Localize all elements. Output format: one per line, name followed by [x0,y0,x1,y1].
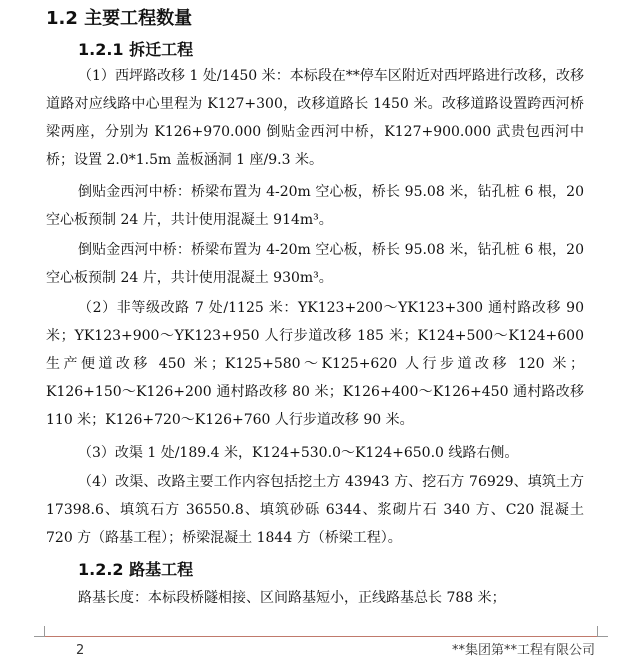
paragraph-canal: （3）改渠 1 处/189.4 米，K124+530.0～K124+650.0 线路右侧。 [78,445,519,461]
section-heading: 1.2 主要工程数量 [46,8,193,29]
subsection-heading-demolition: 1.2.1 拆迁工程 [78,40,194,59]
margin-corner-mark-left [34,626,45,637]
footer-company: **集团第**工程有限公司 [451,643,595,658]
paragraph-non-grade-roads: （2）非等级改路 7 处/1125 米：YK123+200～YK123+300 通村路改移 90 米；YK123+900～YK123+950 人行步道改移 185 米；K124+500～K124+600 生产便道改移 450 米；K125+580～K125+620 人行步道改移 120 米；K126+150～K126+200 通村路改移 80 米；K126+400～K126+450 通村路改移 110 米；K126+720～K126+760 人行步道改移 90 米。 [46,300,584,428]
page-number: 2 [76,643,85,658]
paragraph-xiping-road: （1）西坪路改移 1 处/1450 米：本标段在**停车区附近对西坪路进行改移，改移道路对应线路中心里程为 K127+300，改移道路长 1450 米。改移道路设置跨西河桥梁两座，分别为 K126+970.000 倒贴金西河中桥，K127+900.000 武贵包西河中桥；设置 2.0*1.5m 盖板涵洞 1 座/9.3 米。 [46,68,584,168]
paragraph-subgrade-length: 路基长度：本标段桥隧相接、区间路基短小，正线路基总长 788 米； [78,590,506,606]
margin-corner-mark-right [597,626,608,637]
footer-divider [45,636,597,637]
subsection-heading-subgrade: 1.2.2 路基工程 [78,560,194,579]
paragraph-bridge-1: 倒贴金西河中桥：桥梁布置为 4-20m 空心板，桥长 95.08 米，钻孔桩 6 根，20 空心板预制 24 片，共计使用混凝土 914m³。 [46,184,584,228]
paragraph-bridge-2: 倒贴金西河中桥：桥梁布置为 4-20m 空心板，桥长 95.08 米，钻孔桩 6 根，20 空心板预制 24 片，共计使用混凝土 930m³。 [46,242,584,286]
paragraph-work-quantities: （4）改渠、改路主要工作内容包括挖土方 43943 方、挖石方 76929、填筑土方 17398.6、填筑石方 36550.8、填筑砂砾 6344、浆砌片石 340 方、C20 混凝土 720 方（路基工程）；桥梁混凝土 1844 方（桥梁工程）。 [46,474,584,546]
